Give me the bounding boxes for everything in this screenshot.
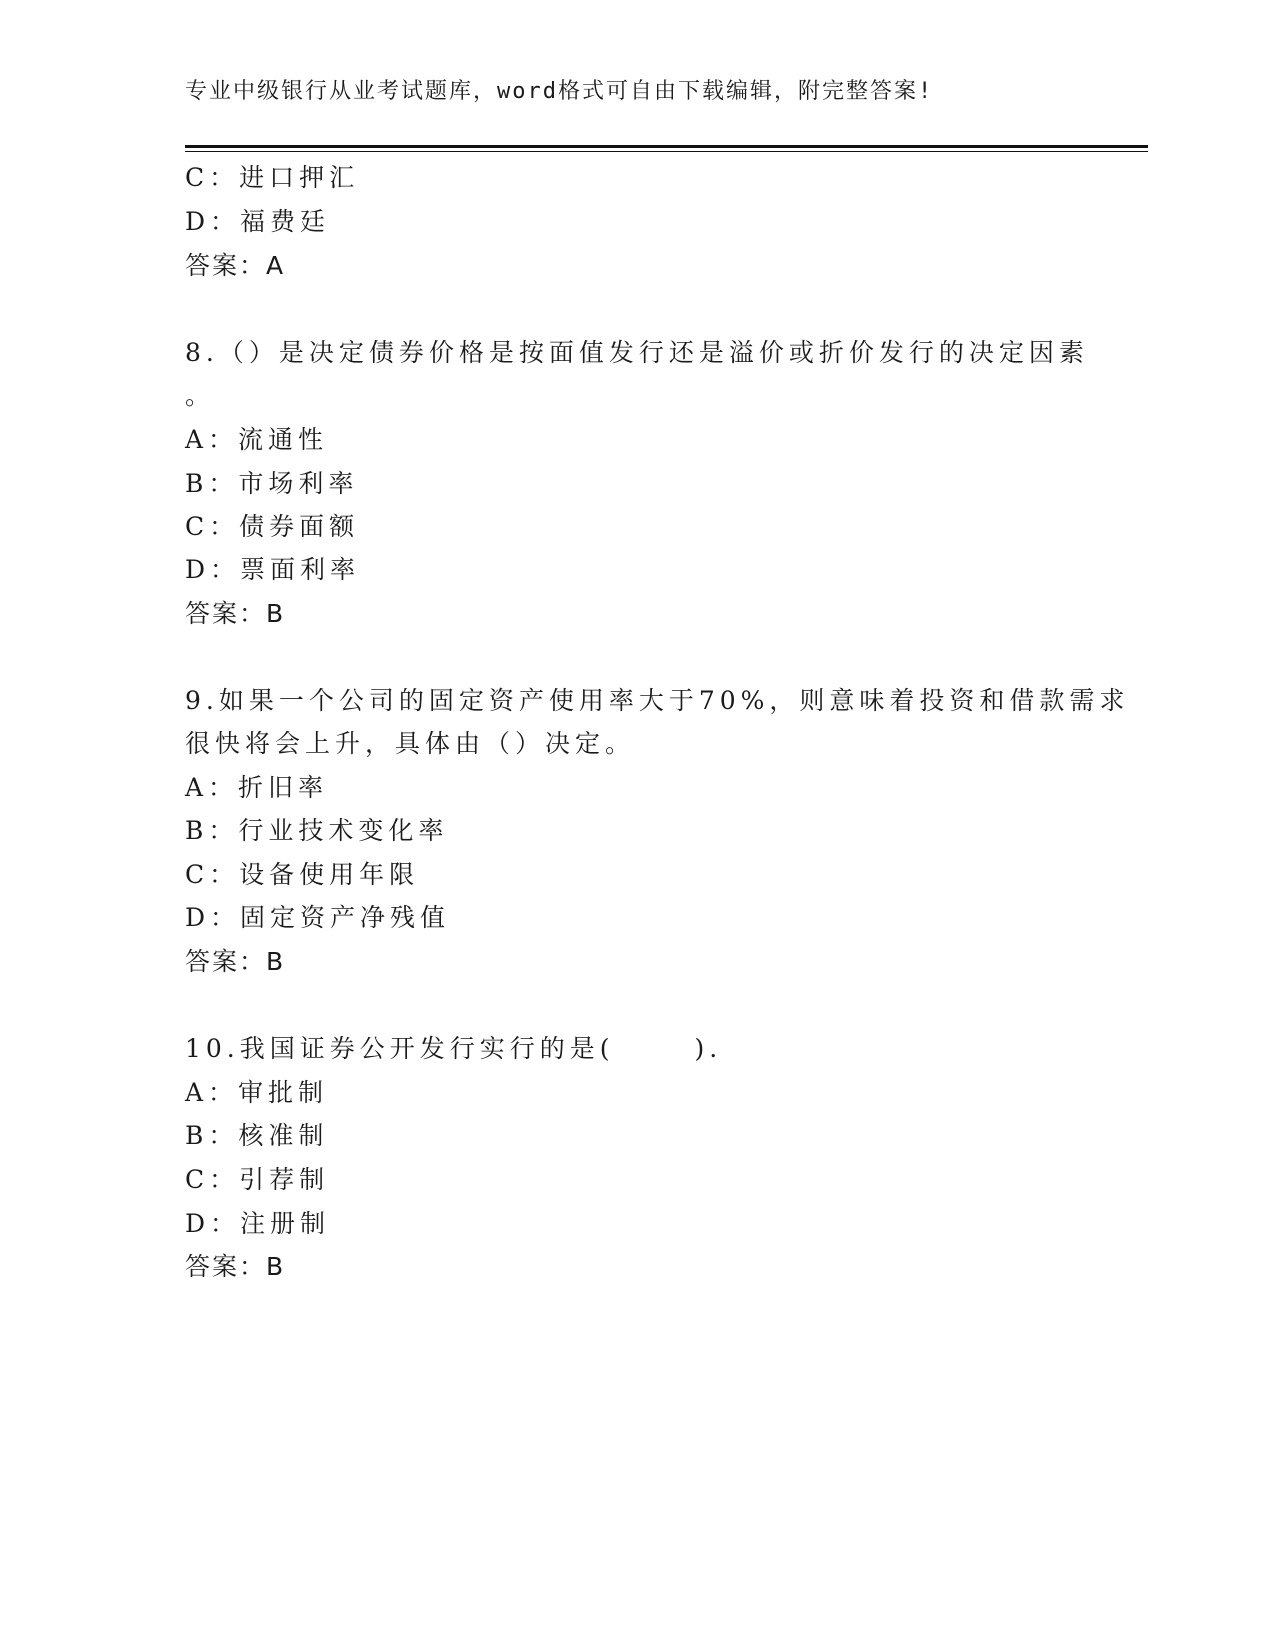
answer-line: 答案：A (185, 251, 286, 280)
question-stem-line: 8.（）是决定债券价格是按面值发行还是溢价或折价发行的决定因素 (185, 338, 1089, 367)
question-stem-line: 很快将会上升，具体由（）决定。 (185, 729, 636, 758)
option-a: A：折旧率 (185, 773, 329, 802)
header-divider-thick (185, 145, 1148, 148)
answer-line: 答案：B (185, 1252, 286, 1281)
option-a: A：审批制 (185, 1078, 329, 1107)
question-stem-line (185, 1034, 722, 1064)
option-c: C：债券面额 (185, 512, 360, 541)
answer-line: 答案：B (185, 947, 286, 976)
question-stem-line: 。 (185, 381, 216, 410)
answer-line: 答案：B (185, 599, 286, 628)
option-b: B：核准制 (185, 1121, 329, 1150)
option-d: D：固定资产净残值 (185, 903, 451, 932)
option-c: C：引荐制 (185, 1165, 330, 1194)
question-stem-start: 10.我国证券公开发行实行的是( (185, 1034, 615, 1063)
option-b: B：行业技术变化率 (185, 816, 449, 845)
option-d: D：注册制 (185, 1209, 331, 1238)
header-divider-thin (185, 151, 1148, 152)
question-stem-end: ). (694, 1034, 723, 1063)
option-b: B：市场利率 (185, 469, 359, 498)
page-header: 专业中级银行从业考试题库，word格式可自由下载编辑，附完整答案! (185, 79, 934, 104)
option-d: D：票面利率 (185, 555, 361, 584)
question-stem-line: 9.如果一个公司的固定资产使用率大于70%，则意味着投资和借款需求 (185, 686, 1130, 715)
option-c: C：进口押汇 (185, 163, 360, 192)
option-c: C：设备使用年限 (185, 860, 420, 889)
option-d: D：福费廷 (185, 207, 331, 236)
option-a: A：流通性 (185, 425, 329, 454)
